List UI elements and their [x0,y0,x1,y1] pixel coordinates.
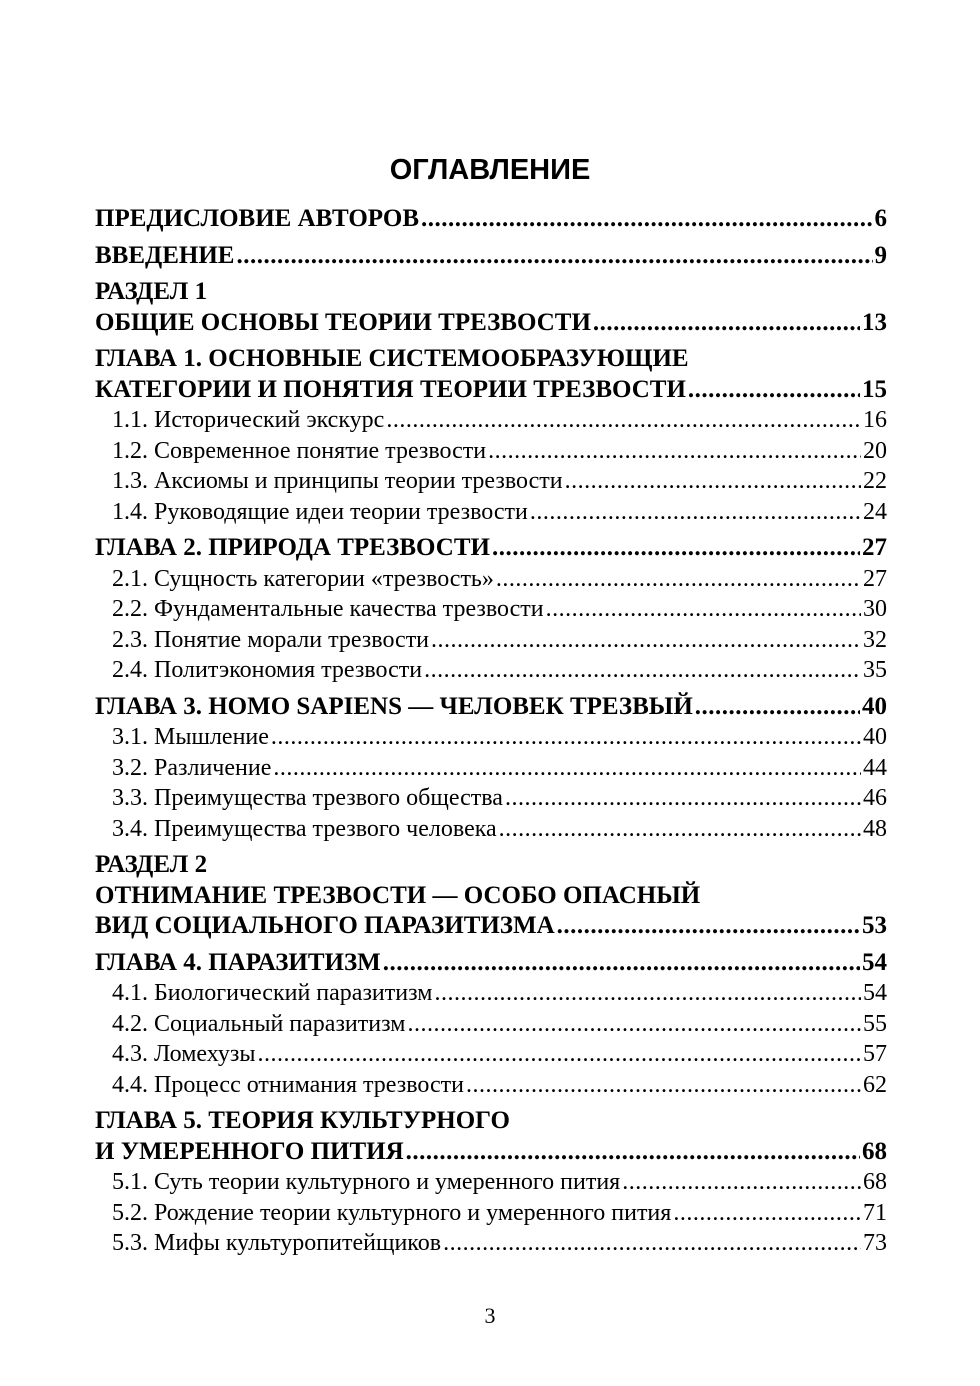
toc-entry-introduction[interactable] [95,241,887,272]
toc-section-heading [95,850,887,881]
section-label: РАЗДЕЛ 1 [95,278,208,305]
toc-page-number: 22 [863,468,887,494]
toc-entry-label: И УМЕРЕННОГО ПИТИЯ [95,1137,404,1165]
toc-entry-label: ВИД СОЦИАЛЬНОГО ПАРАЗИТИЗМА [95,912,555,939]
toc-page-number: 54 [863,980,887,1006]
toc-page-number: 13 [862,308,887,336]
toc-page-number: 68 [862,1137,887,1165]
toc-entry-preface[interactable] [95,204,887,235]
toc-section-title-line [95,881,887,912]
dot-leader [565,466,861,497]
dot-leader [434,978,861,1009]
toc-page-number: 71 [863,1199,887,1226]
dot-leader [257,1039,861,1070]
toc-subentry[interactable] [95,1228,887,1259]
toc-entry-label: 2.1. Сущность категории «трезвость» [112,565,494,592]
toc-entry-label: 5.2. Рождение теории культурного и умеренного пития [112,1199,672,1226]
toc-entry-label: 1.3. Аксиомы и принципы теории трезвости [112,468,563,494]
toc-subentry[interactable] [95,436,887,467]
chapter-title-line: ГЛАВА 5. ТЕОРИЯ КУЛЬТУРНОГО [95,1107,510,1134]
toc-entry-label: ГЛАВА 2. ПРИРОДА ТРЕЗВОСТИ [95,534,490,561]
toc-subentry[interactable] [95,594,887,625]
toc-subentry[interactable] [95,625,887,656]
dot-leader [622,1167,861,1198]
dot-leader [421,204,872,235]
toc-entry-label: 4.1. Биологический паразитизм [112,980,433,1006]
toc-entry-label: ГЛАВА 4. ПАРАЗИТИЗМ [95,948,381,976]
toc-entry-label: 1.1. Исторический экскурс [112,407,385,433]
section-label: РАЗДЕЛ 2 [95,851,208,878]
toc-page-number: 40 [863,724,887,750]
toc-entry-label: 1.2. Современное понятие трезвости [112,437,487,464]
toc-entry-label: 4.2. Социальный паразитизм [112,1010,406,1037]
toc-page-number: 57 [863,1041,887,1067]
toc-page-number: 68 [863,1169,887,1195]
toc-entry-label: ГЛАВА 3. HOMO SAPIENS — ЧЕЛОВЕК ТРЕЗВЫЙ [95,692,693,720]
toc-entry-chapter-2[interactable] [95,533,887,564]
toc-entry-section-2[interactable] [95,911,887,942]
toc-subentry[interactable] [95,783,887,814]
toc-entry-label: 3.3. Преимущества трезвого общества [112,785,503,811]
table-of-contents [95,204,887,1259]
section-title-line: ОТНИМАНИЕ ТРЕЗВОСТИ — ОСОБО ОПАСНЫЙ [95,881,701,909]
toc-page-number: 46 [863,785,887,811]
dot-leader [443,1228,861,1259]
toc-page-number: 62 [863,1071,887,1098]
toc-page-number: 55 [863,1010,887,1037]
toc-subentry[interactable] [95,1039,887,1070]
dot-leader [499,814,861,845]
dot-leader [530,497,861,528]
toc-entry-label: ВВЕДЕНИЕ [95,241,235,269]
dot-leader [673,1198,861,1229]
toc-page-number: 40 [862,692,887,720]
toc-entry-label: 2.4. Политэкономия трезвости [112,657,423,683]
toc-subentry[interactable] [95,1070,887,1101]
toc-page-number: 9 [874,241,887,269]
page-number: 3 [484,1303,496,1328]
toc-page-number: 73 [863,1230,887,1256]
toc-page-number: 32 [863,626,887,653]
toc-entry-label: ПРЕДИСЛОВИЕ АВТОРОВ [95,205,420,232]
dot-leader [236,241,872,272]
dot-leader [695,692,860,723]
toc-entry-chapter-3[interactable] [95,692,887,723]
toc-page-number: 35 [863,657,887,683]
toc-entry-label: КАТЕГОРИИ И ПОНЯТИЯ ТЕОРИИ ТРЕЗВОСТИ [95,375,686,403]
toc-subentry[interactable] [95,753,887,784]
toc-subentry[interactable] [95,497,887,528]
toc-subentry[interactable] [95,405,887,436]
toc-entry-chapter-1[interactable] [95,375,887,406]
dot-leader [593,308,860,339]
toc-page-number: 20 [863,437,887,464]
toc-entry-label: 4.4. Процесс отнимания трезвости [112,1071,464,1098]
toc-entry-label: 1.4. Руководящие идеи теории трезвости [112,498,528,525]
toc-entry-chapter-4[interactable] [95,948,887,979]
toc-subentry[interactable] [95,1009,887,1040]
page-title: ОГЛАВЛЕНИЕ [389,154,591,186]
toc-subentry[interactable] [95,814,887,845]
dot-leader [406,1137,860,1168]
toc-page-number: 27 [863,565,887,592]
toc-page-number: 53 [862,912,887,939]
toc-entry-label: 5.1. Суть теории культурного и умеренного пития [112,1169,621,1195]
toc-entry-section-1[interactable] [95,308,887,339]
toc-entry-label: 2.2. Фундаментальные качества трезвости [112,596,544,622]
toc-page-number: 16 [863,407,887,433]
toc-entry-label: 5.3. Мифы культуропитейщиков [112,1230,442,1256]
toc-page-number: 15 [862,375,887,403]
toc-subentry[interactable] [95,978,887,1009]
toc-subentry[interactable] [95,564,887,595]
dot-leader [273,753,861,784]
dot-leader [431,625,861,656]
dot-leader [407,1009,861,1040]
toc-chapter-heading [95,344,887,375]
dot-leader [386,405,861,436]
toc-entry-label: 2.3. Понятие морали трезвости [112,626,430,653]
dot-leader [424,655,861,686]
toc-subentry[interactable] [95,722,887,753]
toc-page-number: 44 [863,754,887,781]
toc-subentry[interactable] [95,466,887,497]
toc-subentry[interactable] [95,655,887,686]
toc-entry-label: 3.4. Преимущества трезвого человека [112,815,497,842]
dot-leader [466,1070,861,1101]
toc-entry-label: 3.2. Различение [112,754,272,781]
toc-entry-chapter-5[interactable] [95,1137,887,1168]
dot-leader [688,375,860,406]
dot-leader [546,594,861,625]
toc-page-number: 54 [862,948,887,976]
toc-entry-label: ОБЩИЕ ОСНОВЫ ТЕОРИИ ТРЕЗВОСТИ [95,308,591,336]
dot-leader [488,436,861,467]
dot-leader [492,533,860,564]
dot-leader [383,948,860,979]
toc-entry-label: 3.1. Мышление [112,724,269,750]
toc-page-number: 48 [863,815,887,842]
dot-leader [271,722,861,753]
toc-subentry[interactable] [95,1167,887,1198]
chapter-title-line: ГЛАВА 1. ОСНОВНЫЕ СИСТЕМООБРАЗУЮЩИЕ [95,345,689,372]
dot-leader [505,783,861,814]
dot-leader [557,911,860,942]
toc-entry-label: 4.3. Ломехузы [112,1041,256,1067]
dot-leader [496,564,861,595]
toc-subentry[interactable] [95,1198,887,1229]
toc-page-number: 27 [862,534,887,561]
toc-page-number: 24 [863,498,887,525]
toc-chapter-heading [95,1106,887,1137]
toc-page-number: 6 [874,205,887,232]
toc-page-number: 30 [863,596,887,622]
toc-section-heading [95,277,887,308]
